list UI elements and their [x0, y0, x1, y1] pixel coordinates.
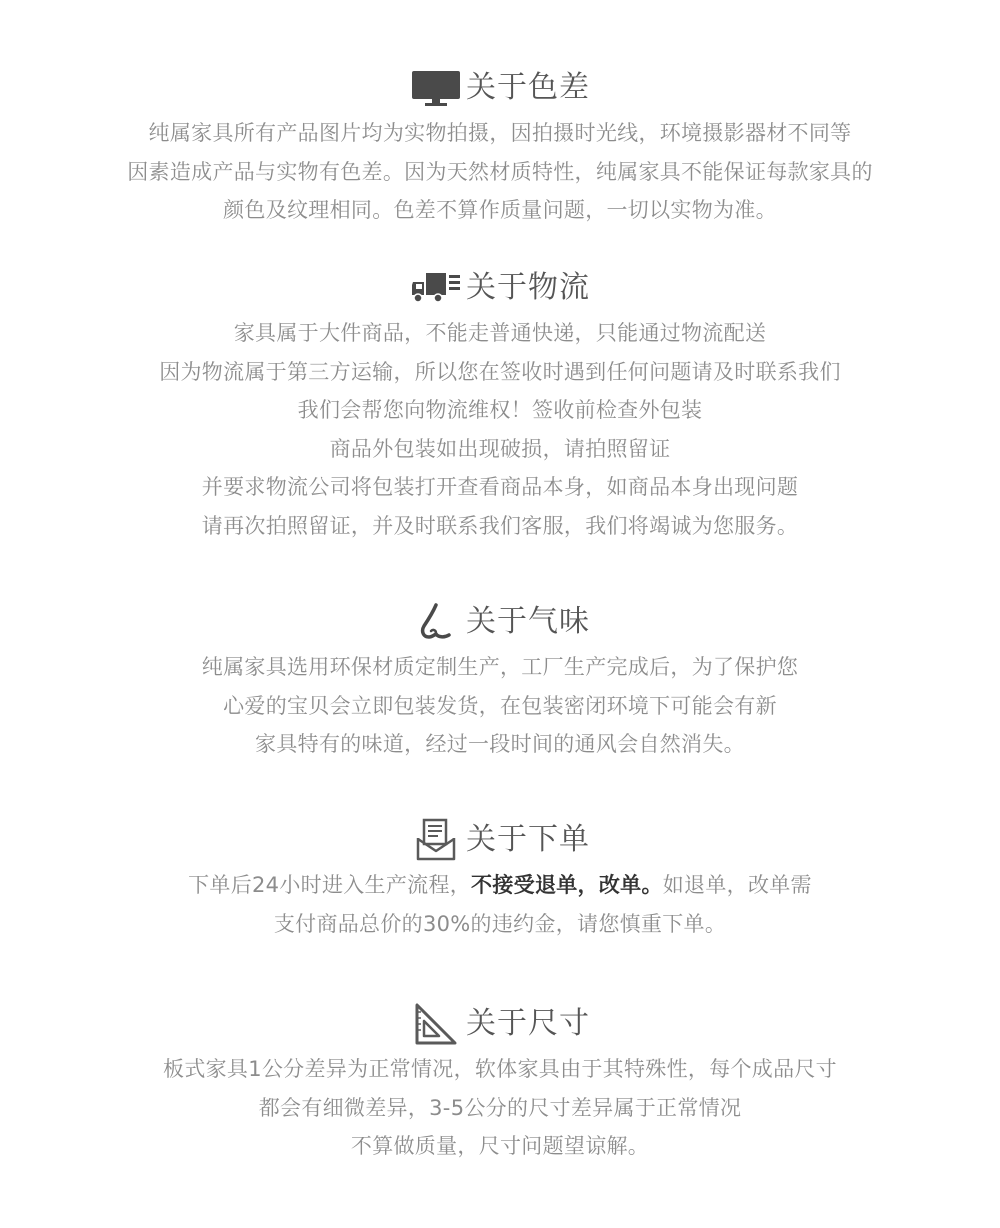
order-envelope-icon [410, 820, 462, 860]
truck-icon [410, 268, 462, 308]
body-line: 都会有细微差异，3-5公分的尺寸差异属于正常情况 [258, 1095, 742, 1120]
line-text: 如退单，改单需 [662, 873, 812, 897]
body-line: 家具特有的味道，经过一段时间的通风会自然消失。 [255, 732, 745, 756]
body-line: 纯属家具所有产品图片均为实物拍摄，因拍摄时光线，环境摄影器材不同等 [148, 121, 852, 145]
body-line: 并要求物流公司将包装打开查看商品本身，如商品本身出现问题 [201, 475, 799, 499]
section-heading [0, 66, 1000, 110]
section-heading [0, 1002, 1000, 1046]
body-line: 因素造成产品与实物有色差。因为天然材质特性，纯属家具不能保证每款家具的 [127, 159, 873, 184]
body-line: 家具属于大件商品，不能走普通快递，只能通过物流配送 [233, 321, 767, 345]
section-logistics [0, 266, 1000, 545]
section-title: 关于物流 [466, 270, 590, 305]
section-heading [0, 600, 1000, 644]
section-body [0, 1050, 1000, 1166]
section-odor [0, 600, 1000, 764]
section-heading [0, 266, 1000, 310]
section-heading [0, 818, 1000, 862]
section-body [0, 314, 1000, 545]
body-line: 商品外包装如出现破损，请拍照留证 [329, 436, 671, 461]
body-line [0, 866, 1000, 905]
section-body [0, 114, 1000, 230]
body-line: 因为物流属于第三方运输，所以您在签收时遇到任何问题请及时联系我们 [159, 359, 841, 384]
section-title: 关于尺寸 [466, 1006, 590, 1041]
body-line: 板式家具1公分差异为正常情况，软体家具由于其特殊性，每个成品尺寸 [163, 1057, 837, 1081]
set-square-icon [410, 1004, 462, 1044]
section-title: 关于色差 [466, 70, 590, 105]
body-line: 支付商品总价的30%的违约金，请您慎重下单。 [273, 911, 727, 936]
section-color-difference [0, 66, 1000, 230]
line-text: 下单后24小时进入生产流程， [188, 873, 472, 897]
body-line: 请再次拍照留证，并及时联系我们客服，我们将竭诚为您服务。 [201, 513, 799, 538]
body-line: 颜色及纹理相同。色差不算作质量问题，一切以实物为准。 [223, 198, 777, 222]
section-ordering [0, 818, 1000, 943]
section-body [0, 866, 1000, 943]
section-title: 关于气味 [466, 604, 590, 639]
body-line: 纯属家具选用环保材质定制生产，工厂生产完成后，为了保护您 [201, 655, 799, 679]
body-line: 心爱的宝贝会立即包装发货，在包装密闭环境下可能会有新 [223, 693, 777, 718]
body-line: 我们会帮您向物流维权！签收前检查外包装 [297, 398, 703, 422]
section-title: 关于下单 [466, 822, 590, 857]
nose-icon [410, 602, 462, 642]
bold-notice: 不接受退单，改单。 [471, 873, 663, 897]
monitor-icon [410, 68, 462, 108]
body-line: 不算做质量，尺寸问题望谅解。 [350, 1134, 650, 1158]
section-body [0, 648, 1000, 764]
section-size [0, 1002, 1000, 1166]
